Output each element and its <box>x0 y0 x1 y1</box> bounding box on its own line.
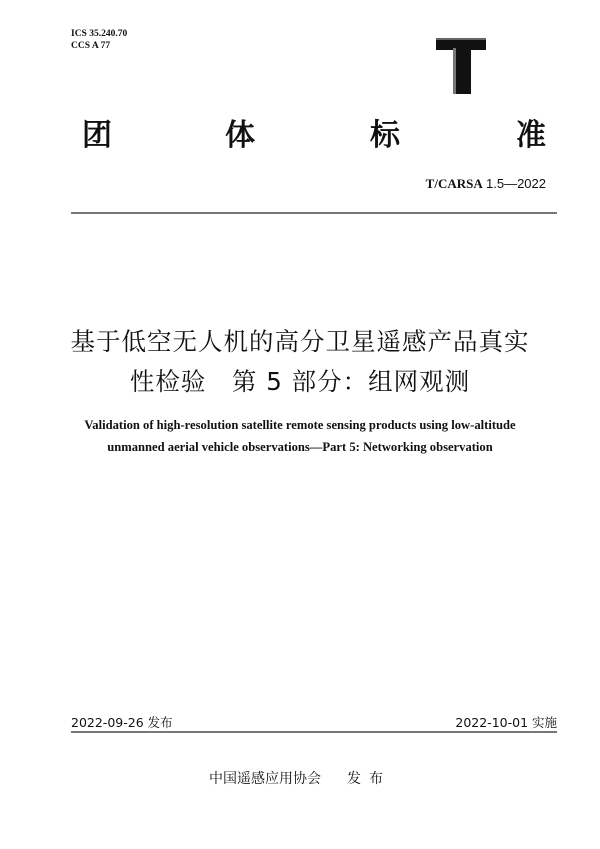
standard-number <box>426 176 546 192</box>
ics-code: ICS 35.240.70 <box>71 29 128 39</box>
category-char: 体 <box>225 118 255 153</box>
title-cn-line1: 基于低空无人机的高分卫星遥感产品真实 <box>70 327 530 356</box>
t-standard-logo <box>436 38 486 94</box>
bottom-divider <box>71 731 557 733</box>
ccs-code: CCS A 77 <box>71 41 111 51</box>
title-cn-line2: 性检验 第 5 部分：组网观测 <box>129 367 471 396</box>
title-en-line2: unmanned aerial vehicle observations—Part 5: Networking observation <box>107 440 493 454</box>
classification-codes <box>71 28 127 52</box>
title-english <box>0 414 600 458</box>
top-divider <box>71 212 557 214</box>
title-en-line1: Validation of high-resolution satellite remote sensing products using low-altitude <box>84 418 516 432</box>
category-char: 标 <box>370 118 400 153</box>
standard-num: 1.5—2022 <box>486 176 546 191</box>
implement-date: 2022-10-01 实施 <box>455 715 557 730</box>
standard-prefix: T/CARSA <box>425 176 483 191</box>
category-char: 准 <box>516 118 546 153</box>
issue-date: 2022-09-26 发布 <box>71 715 173 730</box>
publisher-name: 中国遥感应用协会 <box>209 771 321 787</box>
publisher <box>0 768 600 788</box>
title-chinese <box>0 322 600 402</box>
publisher-action: 发布 <box>347 771 391 787</box>
category-char: 团 <box>82 118 112 153</box>
